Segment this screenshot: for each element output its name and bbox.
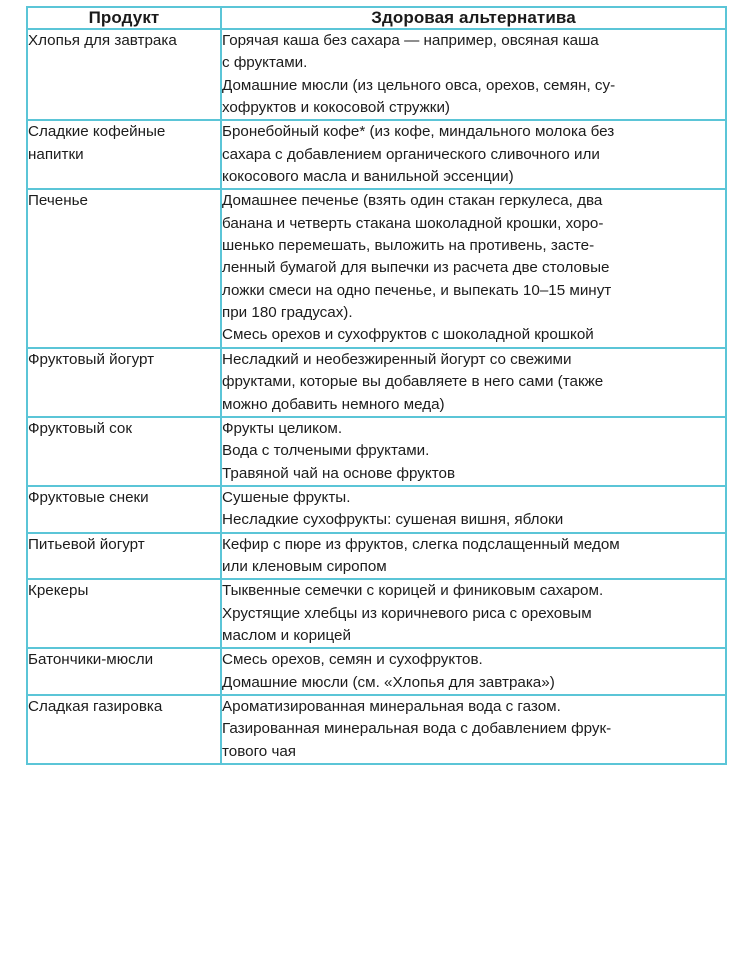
- alternative-line: с фруктами.: [222, 54, 308, 72]
- product-cell: [27, 120, 221, 189]
- table-header-row: [27, 7, 726, 29]
- alternative-line: Несладкие сухофрукты: сушеная вишня, яблоки: [222, 511, 564, 529]
- product-cell: [27, 29, 221, 120]
- column-header-product: Продукт: [27, 7, 221, 29]
- alternative-line: Хрустящие хлебцы из коричневого риса с ореховым: [222, 604, 592, 622]
- healthy-alternatives-table-container: [26, 6, 725, 765]
- product-line: напитки: [28, 145, 84, 163]
- alternative-line: ленный бумагой для выпечки из расчета две столовые: [222, 259, 610, 277]
- table-row: [27, 486, 726, 533]
- alternative-line: Домашние мюсли (из цельного овса, орехов, семян, су-: [222, 76, 616, 94]
- product-line: Сладкие кофейные: [28, 123, 166, 141]
- table-row: [27, 189, 726, 347]
- table-row: [27, 695, 726, 764]
- alternative-line: Домашние мюсли (см. «Хлопья для завтрака»): [222, 673, 555, 691]
- alternative-line: ложки смеси на одно печенье, и выпекать 10–15 минут: [222, 281, 612, 299]
- alternative-line: Бронебойный кофе* (из кофе, миндального молока без: [222, 123, 615, 141]
- alternative-line: тового чая: [222, 742, 297, 760]
- table-header: [27, 7, 726, 29]
- product-cell: [27, 648, 221, 695]
- alternative-cell: [221, 695, 726, 764]
- alternative-cell: [221, 29, 726, 120]
- column-header-alternative: Здоровая альтернатива: [221, 7, 726, 29]
- product-cell: [27, 486, 221, 533]
- alternative-cell: [221, 533, 726, 580]
- healthy-alternatives-table: [26, 6, 727, 765]
- alternative-cell: [221, 579, 726, 648]
- table-row: [27, 417, 726, 486]
- alternative-line: маслом и корицей: [222, 626, 351, 644]
- product-line: Питьевой йогурт: [28, 535, 145, 553]
- product-cell: [27, 695, 221, 764]
- alternative-line: Вода с толчеными фруктами.: [222, 442, 430, 460]
- product-line: Сладкая газировка: [28, 697, 163, 715]
- alternative-line: Газированная минеральная вода с добавлением фрук-: [222, 720, 612, 738]
- alternative-line: Сушеные фрукты.: [222, 488, 351, 506]
- alternative-line: кокосового масла и ванильной эссенции): [222, 168, 514, 186]
- product-line: Батончики-мюсли: [28, 651, 154, 669]
- alternative-line: можно добавить немного меда): [222, 395, 445, 413]
- alternative-cell: [221, 348, 726, 417]
- alternative-line: банана и четверть стакана шоколадной крошки, хоро-: [222, 214, 604, 232]
- product-line: Печенье: [28, 192, 88, 210]
- product-line: Хлопья для завтрака: [28, 32, 177, 49]
- alternative-line: Ароматизированная минеральная вода с газом.: [222, 697, 561, 715]
- alternative-line: хофруктов и кокосовой стружки): [222, 99, 450, 117]
- alternative-line: Домашнее печенье (взять один стакан геркулеса, два: [222, 192, 603, 210]
- alternative-line: Тыквенные семечки с корицей и финиковым сахаром.: [222, 582, 604, 600]
- product-cell: [27, 348, 221, 417]
- table-body: [27, 29, 726, 764]
- table-row: [27, 29, 726, 120]
- product-cell: [27, 579, 221, 648]
- table-row: [27, 648, 726, 695]
- product-line: Крекеры: [28, 582, 89, 600]
- product-line: Фруктовый сок: [28, 419, 133, 437]
- alternative-line: Смесь орехов, семян и сухофруктов.: [222, 651, 483, 669]
- alternative-line: Травяной чай на основе фруктов: [222, 464, 456, 482]
- alternative-line: шенько перемешать, выложить на противень, засте-: [222, 237, 595, 255]
- alternative-cell: [221, 189, 726, 347]
- alternative-cell: [221, 120, 726, 189]
- table-row: [27, 348, 726, 417]
- alternative-line: при 180 градусах).: [222, 304, 353, 322]
- alternative-cell: [221, 486, 726, 533]
- table-row: [27, 579, 726, 648]
- table-row: [27, 120, 726, 189]
- alternative-line: или кленовым сиропом: [222, 557, 387, 575]
- table-row: [27, 533, 726, 580]
- alternative-line: Горячая каша без сахара — например, овсяная каша: [222, 32, 599, 49]
- product-cell: [27, 189, 221, 347]
- alternative-cell: [221, 417, 726, 486]
- product-cell: [27, 417, 221, 486]
- alternative-line: фруктами, которые вы добавляете в него сами (также: [222, 373, 604, 391]
- alternative-line: Кефир с пюре из фруктов, слегка подслащенный медом: [222, 535, 620, 553]
- alternative-line: Фрукты целиком.: [222, 419, 343, 437]
- alternative-line: Смесь орехов и сухофруктов с шоколадной крошкой: [222, 326, 594, 344]
- alternative-line: сахара с добавлением органического сливочного или: [222, 145, 600, 163]
- product-cell: [27, 533, 221, 580]
- alternative-cell: [221, 648, 726, 695]
- product-line: Фруктовые снеки: [28, 488, 149, 506]
- product-line: Фруктовый йогурт: [28, 350, 155, 368]
- alternative-line: Несладкий и необезжиренный йогурт со свежими: [222, 350, 572, 368]
